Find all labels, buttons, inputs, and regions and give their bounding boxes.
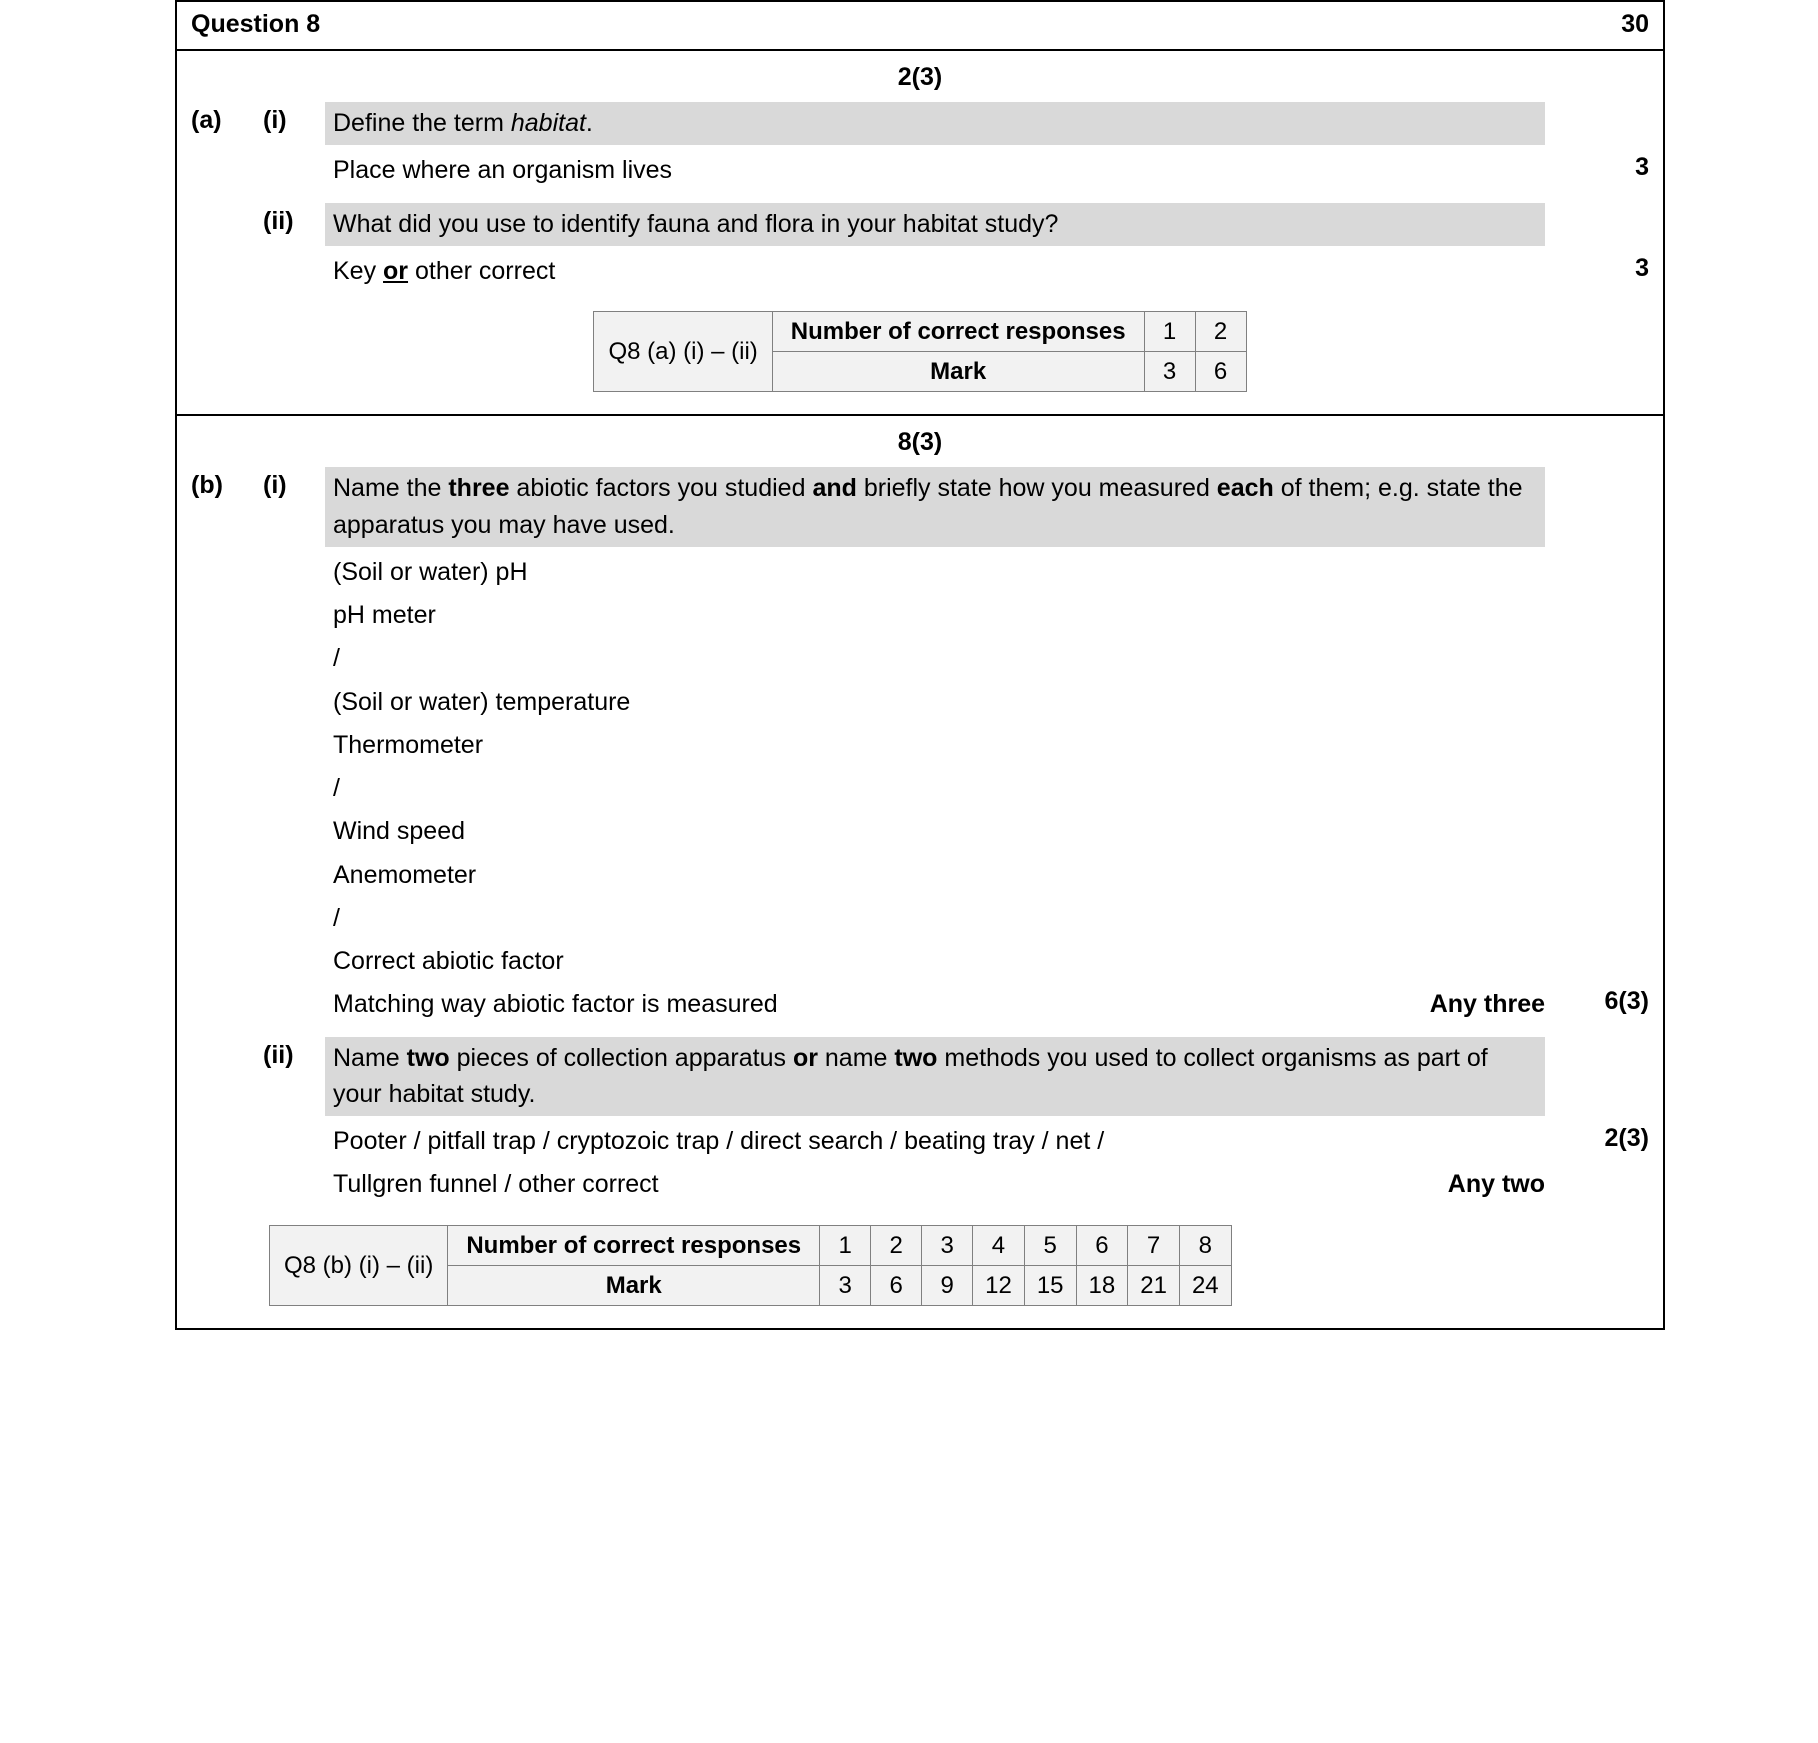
answer-a-ii-post: other correct bbox=[408, 256, 556, 285]
part-b-i-final-row bbox=[177, 983, 1663, 1026]
table-row bbox=[594, 312, 1246, 352]
part-roman-b-ii: (ii) bbox=[263, 1040, 294, 1069]
part-b-ii-question-row bbox=[177, 1037, 1663, 1117]
mark-table-b-row1-v4: 5 bbox=[1024, 1225, 1076, 1265]
answer-b-i-final-line: Matching way abiotic factor is measured bbox=[333, 990, 778, 1019]
answer-b-i-line-1: pH meter bbox=[333, 601, 436, 630]
mark-table-a-row1-v0: 1 bbox=[1144, 312, 1195, 352]
mark-table-a bbox=[593, 311, 1246, 392]
section-b bbox=[177, 416, 1663, 1328]
marks-b-ii: 2(3) bbox=[1604, 1124, 1649, 1153]
answer-text-a-i: Place where an organism lives bbox=[333, 156, 673, 185]
mark-table-b-row1-v7: 8 bbox=[1179, 1225, 1231, 1265]
question-text-a-i bbox=[325, 102, 1545, 145]
answer-a-ii-pre: Key bbox=[333, 256, 384, 285]
mark-table-b-row2-v4: 15 bbox=[1024, 1265, 1076, 1305]
mark-table-b-row2-v6: 21 bbox=[1128, 1265, 1180, 1305]
part-b-i-answer-row bbox=[177, 551, 1663, 984]
mark-table-b-row2-v7: 24 bbox=[1179, 1265, 1231, 1305]
mark-table-b-wrapper bbox=[177, 1207, 1663, 1328]
answer-a-ii-emphasis: or bbox=[383, 256, 409, 285]
question-text-a-ii: What did you use to identify fauna and flora in your habitat study? bbox=[325, 203, 1545, 246]
answer-b-i-line-3: (Soil or water) temperature bbox=[333, 687, 631, 716]
mark-table-a-wrapper bbox=[177, 293, 1663, 414]
section-a bbox=[177, 51, 1663, 416]
part-b-ii-answer-row bbox=[177, 1120, 1663, 1207]
question-block bbox=[175, 0, 1665, 1330]
answer-text-a-ii bbox=[325, 250, 1545, 293]
mark-table-b-row1-v0: 1 bbox=[820, 1225, 871, 1265]
answer-b-i-line-6: Wind speed bbox=[333, 817, 466, 846]
part-letter-a: (a) bbox=[191, 106, 222, 134]
answer-b-i-line-2: / bbox=[333, 644, 340, 673]
table-row bbox=[270, 1225, 1232, 1265]
note-b-i: Any three bbox=[1429, 990, 1545, 1019]
answer-b-ii-line-2: Tullgren funnel / other correct bbox=[333, 1170, 659, 1199]
mark-table-a-row2-v1: 6 bbox=[1195, 352, 1246, 392]
question-header bbox=[177, 2, 1663, 51]
answer-b-i-line-0: (Soil or water) pH bbox=[333, 557, 528, 586]
mark-table-b-label: Q8 (b) (i) – (ii) bbox=[270, 1225, 448, 1305]
mark-table-a-label: Q8 (a) (i) – (ii) bbox=[594, 312, 772, 392]
mark-table-b-row2-header: Mark bbox=[448, 1265, 820, 1305]
mark-table-b-row1-v5: 6 bbox=[1076, 1225, 1128, 1265]
answer-b-i-line-5: / bbox=[333, 774, 340, 803]
question-text-b-ii: Name two pieces of collection apparatus or name two methods you used to collect organisms as part of your habitat study. bbox=[325, 1037, 1545, 1117]
part-a-i-question-row bbox=[177, 102, 1663, 145]
mark-table-b-row2-v2: 9 bbox=[922, 1265, 973, 1305]
part-letter-b: (b) bbox=[191, 471, 223, 500]
mark-table-b-row1-v1: 2 bbox=[871, 1225, 922, 1265]
marking-scheme-page bbox=[175, 0, 1665, 1330]
mark-table-a-row2-header: Mark bbox=[772, 352, 1144, 392]
question-text-a-i-italic: habitat bbox=[510, 109, 586, 137]
mark-table-b-row2-v1: 6 bbox=[871, 1265, 922, 1305]
section-a-weight: 2(3) bbox=[897, 63, 943, 91]
mark-table-a-row1-header: Number of correct responses bbox=[772, 312, 1144, 352]
marks-a-i: 3 bbox=[1635, 153, 1649, 182]
mark-table-b-row2-v0: 3 bbox=[820, 1265, 871, 1305]
mark-table-b-row2-v3: 12 bbox=[973, 1265, 1025, 1305]
marks-b-i: 6(3) bbox=[1604, 987, 1649, 1016]
question-text-b-i: Name the three abiotic factors you studied and briefly state how you measured each of them; e.g. state the apparatus you may have used. bbox=[325, 467, 1545, 547]
part-roman-b-i: (i) bbox=[263, 471, 287, 500]
page-title: Question 8 bbox=[191, 10, 321, 38]
part-roman-a-i: (i) bbox=[263, 106, 287, 134]
question-text-a-i-suffix: . bbox=[585, 109, 593, 137]
note-b-ii: Any two bbox=[1447, 1170, 1545, 1199]
mark-table-b-row1-v6: 7 bbox=[1128, 1225, 1180, 1265]
part-b-i-question-row bbox=[177, 467, 1663, 547]
section-b-weight: 8(3) bbox=[897, 428, 943, 457]
mark-table-b-row1-v3: 4 bbox=[973, 1225, 1025, 1265]
answer-b-i-line-4: Thermometer bbox=[333, 730, 484, 759]
question-total-marks: 30 bbox=[1621, 10, 1649, 38]
mark-table-a-row1-v1: 2 bbox=[1195, 312, 1246, 352]
answer-b-ii-line-1: Pooter / pitfall trap / cryptozoic trap / direct search / beating tray / net / bbox=[333, 1127, 1105, 1156]
mark-table-b-row1-header: Number of correct responses bbox=[448, 1225, 820, 1265]
marks-a-ii: 3 bbox=[1635, 253, 1649, 282]
answer-b-i-line-9: Correct abiotic factor bbox=[333, 947, 564, 976]
part-a-ii-question-row bbox=[177, 203, 1663, 246]
mark-table-b-row1-v2: 3 bbox=[922, 1225, 973, 1265]
part-a-i-answer-row bbox=[177, 149, 1663, 192]
mark-table-b bbox=[269, 1225, 1232, 1306]
mark-table-a-row2-v0: 3 bbox=[1144, 352, 1195, 392]
answer-b-i-line-7: Anemometer bbox=[333, 860, 477, 889]
part-roman-a-ii: (ii) bbox=[263, 206, 294, 235]
answer-b-i-line-8: / bbox=[333, 903, 340, 932]
question-text-a-i-prefix: Define the term bbox=[333, 109, 511, 137]
part-a-ii-answer-row bbox=[177, 250, 1663, 293]
mark-table-b-row2-v5: 18 bbox=[1076, 1265, 1128, 1305]
